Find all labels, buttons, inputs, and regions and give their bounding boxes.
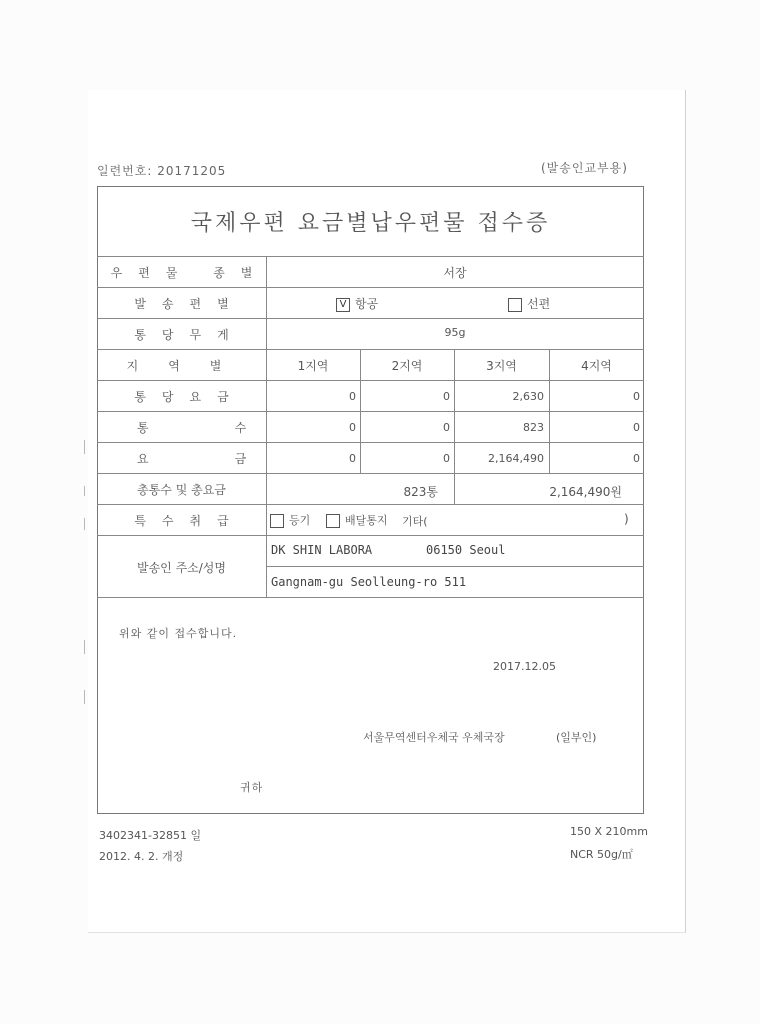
unit-fee-label: 통당요금 [134, 390, 245, 404]
sea-option[interactable] [508, 295, 550, 312]
air-label: 항공 [355, 297, 379, 311]
zone-4-header: 4지역 [581, 359, 612, 373]
count-zone-3: 823 [523, 421, 544, 434]
scan-mark [84, 486, 85, 496]
mail-type-value: 서장 [443, 266, 467, 280]
date-stamp-note: (일부인) [556, 731, 597, 744]
recipient-suffix: 귀하 [240, 781, 264, 794]
serial-number: 일련번호: 20171205 [97, 164, 227, 178]
region-label: 지역별 [126, 359, 252, 373]
fee-zone-1: 0 [349, 452, 356, 465]
zone-2-header: 2지역 [391, 359, 423, 373]
unit-fee-zone-2: 0 [443, 390, 450, 403]
post-office-chief: 서울무역센터우체국 우체국장 [363, 731, 505, 744]
registered-label: 등기 [289, 514, 311, 527]
air-checkbox[interactable]: V [336, 298, 350, 312]
fee-zone-2: 0 [443, 452, 450, 465]
form-title: 국제우편 요금별납우편물 접수증 [190, 211, 551, 236]
other-close: ) [624, 512, 629, 526]
special-label: 특수취급 [134, 514, 245, 528]
sender-label: 발송인 주소/성명 [136, 561, 226, 575]
registered-checkbox[interactable] [270, 514, 284, 528]
total-count: 823통 [403, 485, 438, 499]
receipt-date: 2017.12.05 [493, 660, 556, 673]
delivery-cert-checkbox[interactable] [326, 514, 340, 528]
sender-street: Gangnam-gu Seolleung-ro 511 [271, 575, 467, 589]
unit-fee-zone-1: 0 [349, 390, 356, 403]
count-label: 통수 [137, 421, 333, 435]
unit-weight-label: 통당무게 [134, 328, 245, 342]
registered-option[interactable] [270, 512, 310, 528]
sender-name: DK SHIN LABORA [271, 543, 373, 557]
revision-date: 2012. 4. 2. 개정 [99, 850, 184, 863]
send-method-label: 발송편별 [134, 297, 245, 311]
scan-mark [84, 690, 85, 704]
other-label: 기타( [402, 515, 428, 528]
unit-fee-zone-3: 2,630 [512, 390, 544, 403]
count-zone-2: 0 [443, 421, 450, 434]
unit-weight-value: 95g [444, 326, 466, 339]
mail-type-label: 우편물 종별 [110, 266, 269, 280]
receipt-statement: 위와 같이 접수합니다. [119, 627, 238, 640]
total-fee: 2,164,490원 [549, 485, 622, 499]
scan-mark [84, 440, 85, 454]
count-zone-4: 0 [633, 421, 640, 434]
sea-label: 선편 [527, 297, 551, 311]
zone-1-header: 1지역 [297, 359, 329, 373]
fee-label: 요금 [137, 452, 333, 466]
paper-spec: NCR 50g/㎡ [570, 848, 633, 861]
count-zone-1: 0 [349, 421, 356, 434]
unit-fee-zone-4: 0 [633, 390, 640, 403]
totals-label: 총통수 및 총요금 [137, 483, 226, 497]
sender-zip-city: 06150 Seoul [426, 543, 506, 557]
form-code: 3402341-32851 일 [99, 829, 202, 842]
delivery-cert-option[interactable] [326, 512, 388, 528]
sea-checkbox[interactable] [508, 298, 522, 312]
fee-zone-3: 2,164,490 [488, 452, 544, 465]
air-option[interactable] [336, 295, 378, 312]
delivery-cert-label: 배달통지 [345, 514, 388, 527]
fee-zone-4: 0 [633, 452, 640, 465]
scan-mark [84, 518, 85, 530]
usage-note: (발송인교부용) [541, 161, 628, 175]
zone-3-header: 3지역 [486, 359, 517, 373]
scan-mark [84, 640, 85, 654]
form-size: 150 X 210mm [570, 825, 648, 838]
